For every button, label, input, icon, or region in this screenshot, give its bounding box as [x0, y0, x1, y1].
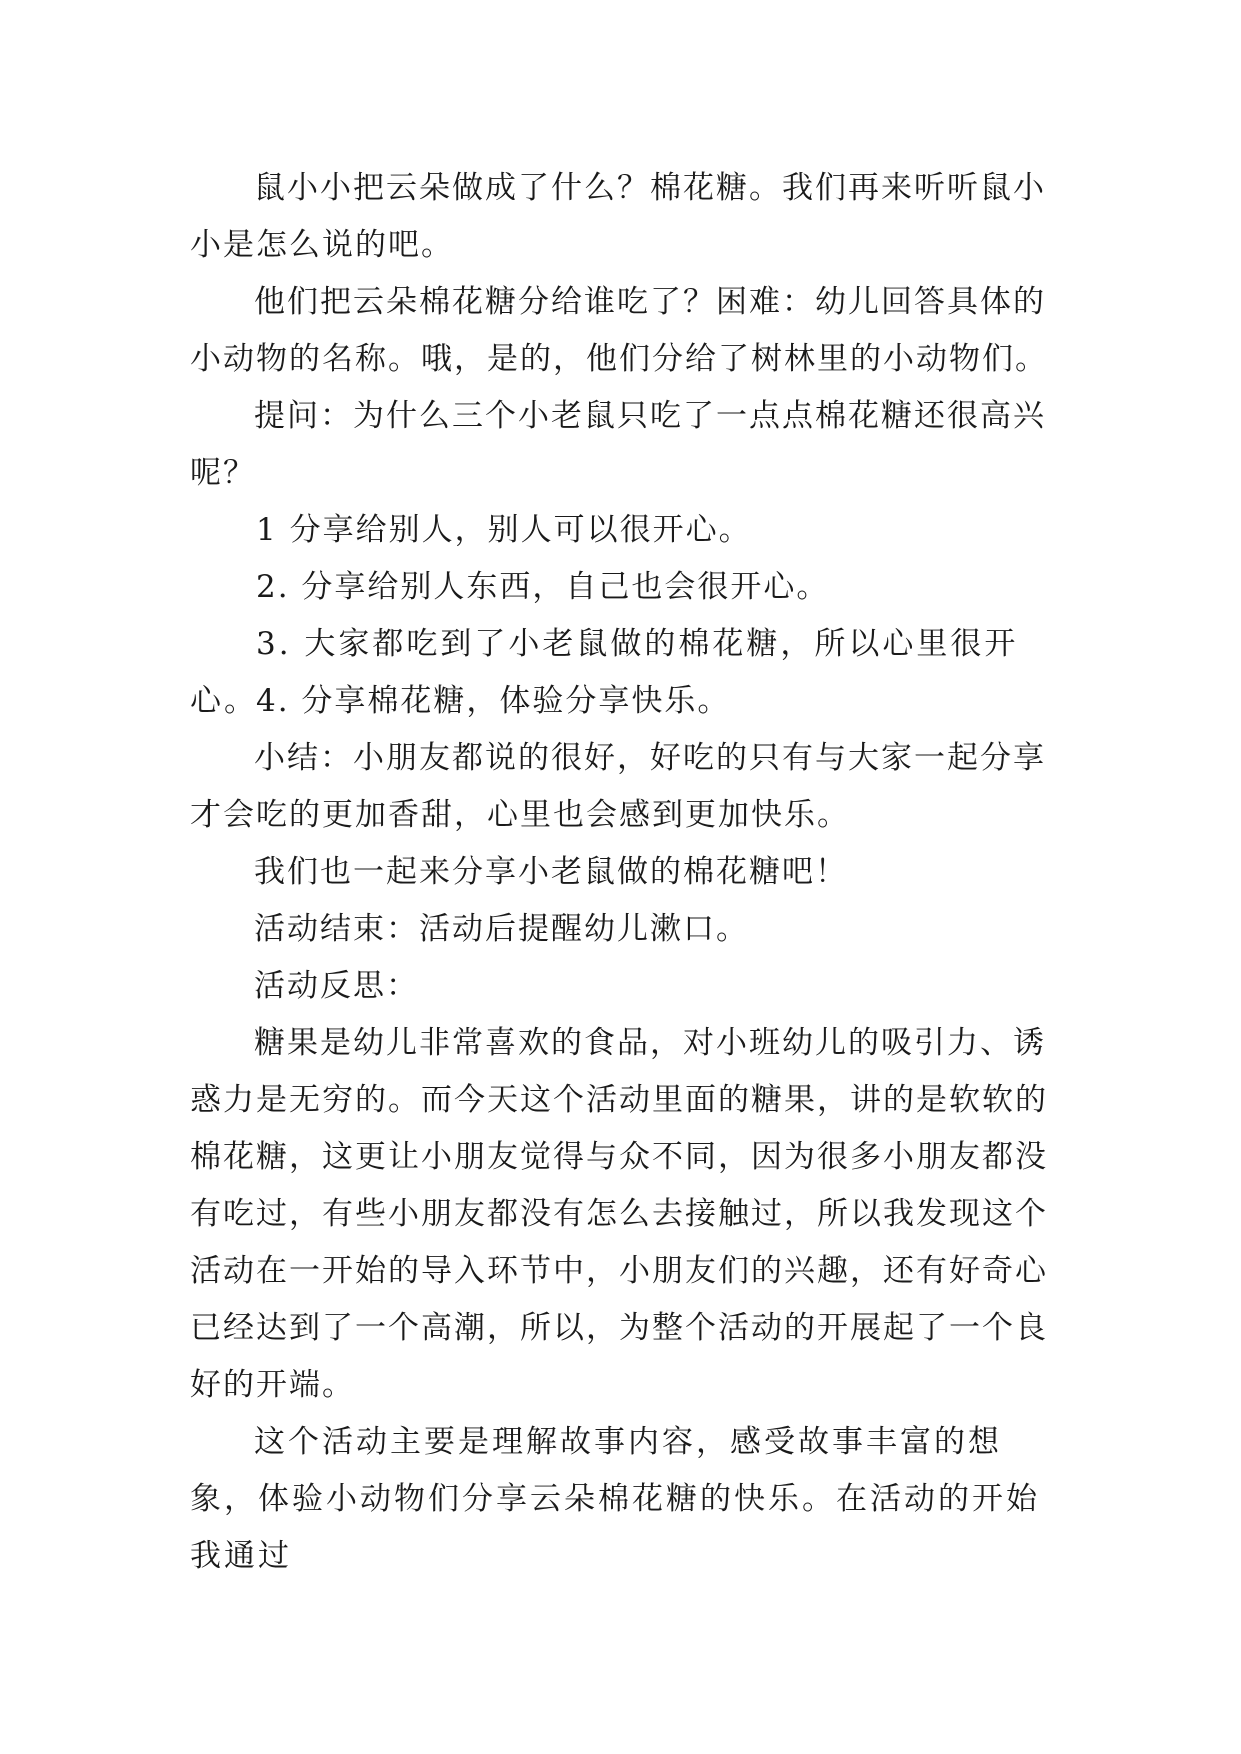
list-item-2: 2. 分享给别人东西，自己也会很开心。 [256, 569, 830, 605]
paragraph-question-cloud: 鼠小小把云朵做成了什么？棉花糖。我们再来听听鼠小小是怎么说的吧。 [190, 170, 1046, 263]
list-item-1: 1 分享给别人，别人可以很开心。 [256, 512, 752, 548]
paragraph-activity-end: 活动结束：活动后提醒幼儿漱口。 [254, 911, 749, 947]
paragraph-summary: 小结：小朋友都说的很好，好吃的只有与大家一起分享才会吃的更加香甜，心里也会感到更加快乐。 [190, 740, 1046, 833]
paragraph-share-together: 我们也一起来分享小老鼠做的棉花糖吧！ [254, 854, 848, 890]
paragraph-share-animals: 他们把云朵棉花糖分给谁吃了？困难：幼儿回答具体的小动物的名称。哦，是的，他们分给了树林里的小动物们。 [190, 284, 1048, 377]
list-item-4: 4. 分享棉花糖，体验分享快乐。 [256, 683, 731, 719]
paragraph-ask-why: 提问：为什么三个小老鼠只吃了一点点棉花糖还很高兴呢？ [190, 398, 1046, 491]
paragraph-reflection-body: 糖果是幼儿非常喜欢的食品，对小班幼儿的吸引力、诱惑力是无穷的。而今天这个活动里面的糖果，讲的是软软的棉花糖，这更让小朋友觉得与众不同，因为很多小朋友都没有吃过，有些小朋友都没有怎么去接触过，所以我发现这个活动在一开始的导入环节中，小朋友们的兴趣，还有好奇心已经达到了一个高潮，所以，为整个活动的开展起了一个良好的开端。 [190, 1025, 1048, 1403]
paragraph-activity-main: 这个活动主要是理解故事内容，感受故事丰富的想象，体验小动物们分享云朵棉花糖的快乐。在活动的开始我通过 [190, 1424, 1040, 1574]
paragraph-reflection-heading: 活动反思： [254, 968, 419, 1004]
list-item-3: 3. 大家都吃到了小老鼠做的棉花糖，所以心里很开心。 [190, 626, 1019, 719]
